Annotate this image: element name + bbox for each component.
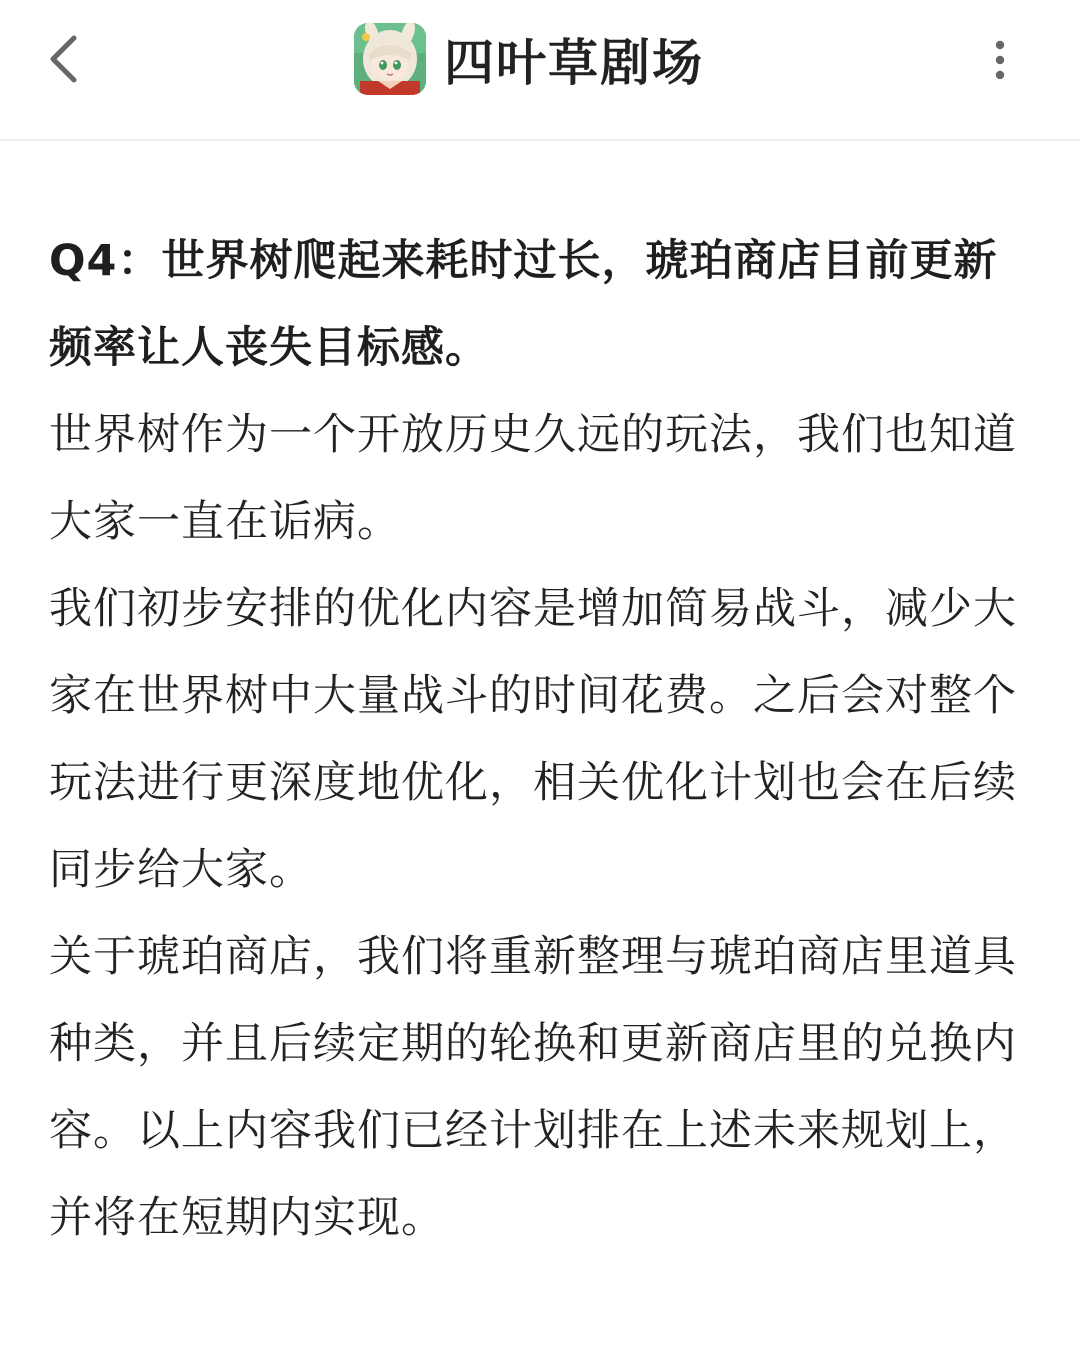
page-title: 四叶草剧场 [444, 34, 704, 92]
more-vertical-icon [976, 36, 1024, 84]
article-paragraph: 关于琥珀商店，我们将重新整理与琥珀商店里道具种类，并且后续定期的轮换和更新商店里的兑换内容。以上内容我们已经计划排在上述未来规划上，并将在短期内实现。 [49, 932, 1017, 1243]
chevron-left-icon [36, 26, 96, 92]
top-nav-bar [0, 0, 1080, 141]
app-avatar-image [354, 23, 426, 95]
article-paragraph: 我们初步安排的优化内容是增加简易战斗，减少大家在世界树中大量战斗的时间花费。之后会对整个玩法进行更深度地优化，相关优化计划也会在后续同步给大家。 [49, 584, 1017, 895]
article-paragraph: 世界树作为一个开放历史久远的玩法，我们也知道大家一直在诟病。 [49, 410, 1017, 547]
question-heading: Q4：世界树爬起来耗时过长，琥珀商店目前更新频率让人丧失目标感。 [49, 236, 998, 373]
app-avatar [354, 23, 426, 95]
header-title-group[interactable] [354, 22, 704, 96]
more-options-button[interactable] [976, 36, 1024, 84]
back-button[interactable] [36, 26, 96, 92]
article-body [49, 218, 1039, 1262]
